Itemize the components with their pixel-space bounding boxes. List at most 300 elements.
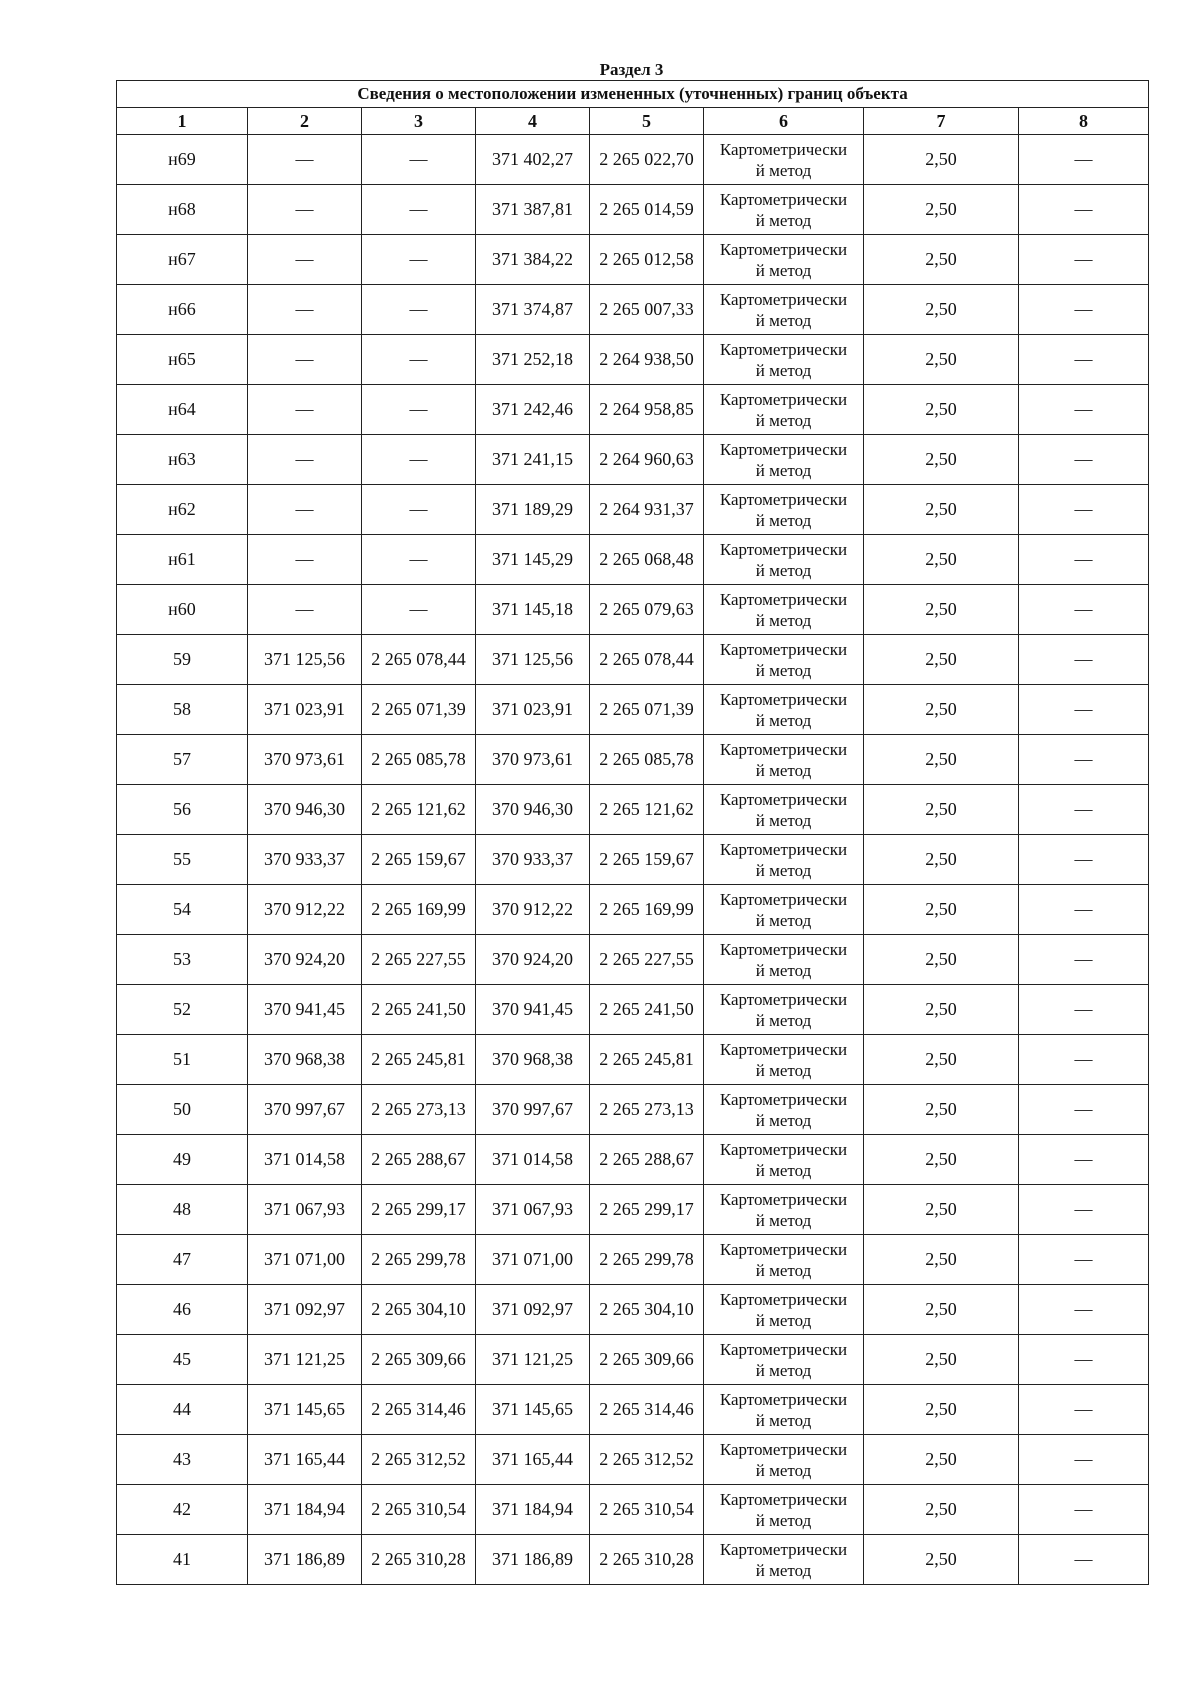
existing-x-cell: 371 125,56 [248,635,362,685]
method-text-line1: Картометрически [719,339,848,359]
point-number-cell: 53 [117,935,248,985]
table-row [117,135,1149,185]
refined-x-cell: 370 997,67 [476,1085,590,1135]
accuracy-cell: 2,50 [864,185,1019,235]
accuracy-cell: 2,50 [864,685,1019,735]
method-text-line1: Картометрически [719,189,848,209]
point-number-cell: 55 [117,835,248,885]
point-number-cell: 41 [117,1535,248,1585]
existing-x-cell: 370 997,67 [248,1085,362,1135]
method-text-line2: й метод [755,1560,812,1580]
refined-y-cell: 2 265 241,50 [590,985,704,1035]
table-row [117,435,1149,485]
column-number: 3 [362,108,476,135]
table-row [117,185,1149,235]
note-cell: — [1019,1085,1149,1135]
method-text-line2: й метод [755,1260,812,1280]
refined-y-cell: 2 265 245,81 [590,1035,704,1085]
refined-x-cell: 371 145,29 [476,535,590,585]
method-text-line2: й метод [755,310,812,330]
note-cell: — [1019,1135,1149,1185]
accuracy-cell: 2,50 [864,1135,1019,1185]
point-number-cell: н66 [117,285,248,335]
method-cell [704,685,864,735]
existing-y-cell: 2 265 159,67 [362,835,476,885]
refined-y-cell: 2 265 068,48 [590,535,704,585]
existing-y-cell: — [362,185,476,235]
refined-y-cell: 2 265 022,70 [590,135,704,185]
existing-y-cell: 2 265 310,28 [362,1535,476,1585]
method-text-line2: й метод [755,860,812,880]
existing-x-cell: — [248,535,362,585]
accuracy-cell: 2,50 [864,1285,1019,1335]
refined-y-cell: 2 265 079,63 [590,585,704,635]
refined-x-cell: 371 145,65 [476,1385,590,1435]
point-number-cell: н61 [117,535,248,585]
method-text-line1: Картометрически [719,1139,848,1159]
boundary-coordinates-table [116,80,1149,1585]
point-number-cell: 58 [117,685,248,735]
method-cell [704,885,864,935]
existing-x-cell: 371 071,00 [248,1235,362,1285]
refined-y-cell: 2 265 288,67 [590,1135,704,1185]
method-text-line2: й метод [755,660,812,680]
point-number-cell: н60 [117,585,248,635]
refined-y-cell: 2 265 299,78 [590,1235,704,1285]
refined-y-cell: 2 265 169,99 [590,885,704,935]
refined-x-cell: 371 242,46 [476,385,590,435]
method-text-line1: Картометрически [719,1389,848,1409]
table-row [117,1535,1149,1585]
refined-y-cell: 2 265 314,46 [590,1385,704,1435]
existing-x-cell: — [248,335,362,385]
refined-x-cell: 371 014,58 [476,1135,590,1185]
method-text-line2: й метод [755,960,812,980]
table-row [117,935,1149,985]
point-number-cell: 48 [117,1185,248,1235]
refined-y-cell: 2 264 960,63 [590,435,704,485]
refined-x-cell: 371 186,89 [476,1535,590,1585]
existing-y-cell: — [362,285,476,335]
existing-y-cell: 2 265 288,67 [362,1135,476,1185]
method-cell [704,1135,864,1185]
existing-y-cell: 2 265 071,39 [362,685,476,735]
accuracy-cell: 2,50 [864,1035,1019,1085]
note-cell: — [1019,585,1149,635]
existing-y-cell: — [362,535,476,585]
existing-x-cell: 371 184,94 [248,1485,362,1535]
column-number: 4 [476,108,590,135]
method-text-line1: Картометрически [719,489,848,509]
method-text-line1: Картометрически [719,639,848,659]
table-row [117,835,1149,885]
table-row [117,1035,1149,1085]
note-cell: — [1019,635,1149,685]
accuracy-cell: 2,50 [864,635,1019,685]
refined-x-cell: 371 121,25 [476,1335,590,1385]
method-cell [704,1435,864,1485]
refined-x-cell: 371 252,18 [476,335,590,385]
method-text-line2: й метод [755,710,812,730]
note-cell: — [1019,1235,1149,1285]
column-number: 2 [248,108,362,135]
method-text-line1: Картометрически [719,439,848,459]
method-text-line1: Картометрически [719,539,848,559]
note-cell: — [1019,985,1149,1035]
method-text-line2: й метод [755,160,812,180]
table-row [117,1485,1149,1535]
method-cell [704,1385,864,1435]
refined-x-cell: 371 067,93 [476,1185,590,1235]
table-body [117,135,1149,1585]
refined-y-cell: 2 265 304,10 [590,1285,704,1335]
refined-y-cell: 2 265 310,54 [590,1485,704,1535]
note-cell: — [1019,535,1149,585]
method-text-line2: й метод [755,1410,812,1430]
refined-x-cell: 371 184,94 [476,1485,590,1535]
point-number-cell: 45 [117,1335,248,1385]
method-text-line1: Картометрически [719,889,848,909]
note-cell: — [1019,1485,1149,1535]
accuracy-cell: 2,50 [864,485,1019,535]
note-cell: — [1019,235,1149,285]
method-text-line2: й метод [755,1110,812,1130]
method-text-line2: й метод [755,210,812,230]
existing-y-cell: — [362,385,476,435]
existing-y-cell: — [362,435,476,485]
refined-y-cell: 2 265 309,66 [590,1335,704,1385]
table-row [117,385,1149,435]
method-cell [704,835,864,885]
table-row [117,585,1149,635]
note-cell: — [1019,135,1149,185]
refined-x-cell: 371 374,87 [476,285,590,335]
refined-y-cell: 2 265 310,28 [590,1535,704,1585]
column-number: 8 [1019,108,1149,135]
method-text-line2: й метод [755,510,812,530]
table-row [117,285,1149,335]
method-text-line1: Картометрически [719,989,848,1009]
refined-x-cell: 370 912,22 [476,885,590,935]
note-cell: — [1019,935,1149,985]
existing-y-cell: — [362,135,476,185]
existing-x-cell: 371 014,58 [248,1135,362,1185]
table-row [117,335,1149,385]
note-cell: — [1019,185,1149,235]
point-number-cell: н63 [117,435,248,485]
table-row [117,1285,1149,1335]
point-number-cell: 56 [117,785,248,835]
refined-x-cell: 370 968,38 [476,1035,590,1085]
method-text-line2: й метод [755,1010,812,1030]
point-number-cell: 42 [117,1485,248,1535]
existing-x-cell: 370 968,38 [248,1035,362,1085]
existing-y-cell: 2 265 273,13 [362,1085,476,1135]
note-cell: — [1019,1335,1149,1385]
accuracy-cell: 2,50 [864,785,1019,835]
existing-x-cell: 371 145,65 [248,1385,362,1435]
refined-y-cell: 2 264 958,85 [590,385,704,435]
method-text-line1: Картометрически [719,1339,848,1359]
note-cell: — [1019,435,1149,485]
note-cell: — [1019,1185,1149,1235]
refined-y-cell: 2 265 085,78 [590,735,704,785]
existing-x-cell: — [248,485,362,535]
existing-x-cell: — [248,585,362,635]
accuracy-cell: 2,50 [864,1435,1019,1485]
refined-x-cell: 370 941,45 [476,985,590,1035]
existing-y-cell: 2 265 309,66 [362,1335,476,1385]
existing-y-cell: 2 265 169,99 [362,885,476,935]
existing-x-cell: 371 092,97 [248,1285,362,1335]
refined-x-cell: 371 387,81 [476,185,590,235]
point-number-cell: н62 [117,485,248,535]
method-text-line2: й метод [755,1310,812,1330]
existing-x-cell: 370 924,20 [248,935,362,985]
refined-x-cell: 371 189,29 [476,485,590,535]
table-row [117,685,1149,735]
accuracy-cell: 2,50 [864,585,1019,635]
refined-x-cell: 371 241,15 [476,435,590,485]
note-cell: — [1019,485,1149,535]
refined-x-cell: 371 402,27 [476,135,590,185]
table-row [117,735,1149,785]
method-cell [704,1335,864,1385]
method-cell [704,385,864,435]
method-cell [704,235,864,285]
note-cell: — [1019,1435,1149,1485]
column-number: 7 [864,108,1019,135]
point-number-cell: 43 [117,1435,248,1485]
point-number-cell: 46 [117,1285,248,1335]
existing-x-cell: 371 186,89 [248,1535,362,1585]
method-text-line1: Картометрически [719,789,848,809]
table-caption: Сведения о местоположении измененных (уточненных) границ объекта [117,81,1149,108]
refined-y-cell: 2 265 012,58 [590,235,704,285]
refined-x-cell: 370 933,37 [476,835,590,885]
existing-y-cell: 2 265 299,17 [362,1185,476,1235]
method-text-line2: й метод [755,410,812,430]
refined-y-cell: 2 265 299,17 [590,1185,704,1235]
note-cell: — [1019,1535,1149,1585]
note-cell: — [1019,285,1149,335]
method-text-line1: Картометрически [719,589,848,609]
method-cell [704,985,864,1035]
method-cell [704,735,864,785]
table-row [117,1085,1149,1135]
accuracy-cell: 2,50 [864,1085,1019,1135]
existing-y-cell: 2 265 304,10 [362,1285,476,1335]
method-cell [704,935,864,985]
method-cell [704,535,864,585]
accuracy-cell: 2,50 [864,1235,1019,1285]
existing-x-cell: 370 973,61 [248,735,362,785]
method-cell [704,185,864,235]
column-number-row [117,108,1149,135]
existing-x-cell: 371 121,25 [248,1335,362,1385]
method-cell [704,585,864,635]
method-cell [704,135,864,185]
refined-x-cell: 371 165,44 [476,1435,590,1485]
accuracy-cell: 2,50 [864,735,1019,785]
note-cell: — [1019,685,1149,735]
accuracy-cell: 2,50 [864,1185,1019,1235]
existing-y-cell: 2 265 121,62 [362,785,476,835]
point-number-cell: 44 [117,1385,248,1435]
point-number-cell: 57 [117,735,248,785]
existing-x-cell: — [248,385,362,435]
existing-y-cell: 2 265 245,81 [362,1035,476,1085]
existing-x-cell: 371 023,91 [248,685,362,735]
refined-x-cell: 370 973,61 [476,735,590,785]
method-text-line2: й метод [755,1510,812,1530]
accuracy-cell: 2,50 [864,1385,1019,1435]
existing-y-cell: 2 265 241,50 [362,985,476,1035]
existing-x-cell: 371 067,93 [248,1185,362,1235]
table-row [117,485,1149,535]
method-text-line2: й метод [755,610,812,630]
method-text-line1: Картометрически [719,1439,848,1459]
accuracy-cell: 2,50 [864,235,1019,285]
existing-y-cell: — [362,585,476,635]
existing-x-cell: — [248,185,362,235]
refined-y-cell: 2 265 227,55 [590,935,704,985]
method-text-line2: й метод [755,1060,812,1080]
refined-y-cell: 2 265 071,39 [590,685,704,735]
point-number-cell: н65 [117,335,248,385]
existing-x-cell: 371 165,44 [248,1435,362,1485]
point-number-cell: н68 [117,185,248,235]
note-cell: — [1019,785,1149,835]
accuracy-cell: 2,50 [864,935,1019,985]
point-number-cell: н69 [117,135,248,185]
existing-y-cell: 2 265 314,46 [362,1385,476,1435]
table-row [117,1135,1149,1185]
table-row [117,235,1149,285]
refined-y-cell: 2 265 121,62 [590,785,704,835]
method-text-line2: й метод [755,910,812,930]
note-cell: — [1019,1035,1149,1085]
refined-x-cell: 371 071,00 [476,1235,590,1285]
accuracy-cell: 2,50 [864,985,1019,1035]
note-cell: — [1019,385,1149,435]
accuracy-cell: 2,50 [864,335,1019,385]
existing-y-cell: 2 265 227,55 [362,935,476,985]
point-number-cell: 51 [117,1035,248,1085]
note-cell: — [1019,1285,1149,1335]
existing-y-cell: — [362,235,476,285]
note-cell: — [1019,335,1149,385]
accuracy-cell: 2,50 [864,435,1019,485]
point-number-cell: 59 [117,635,248,685]
method-text-line1: Картометрически [719,1489,848,1509]
method-text-line1: Картометрически [719,689,848,709]
refined-y-cell: 2 265 273,13 [590,1085,704,1135]
method-text-line2: й метод [755,810,812,830]
existing-x-cell: 370 933,37 [248,835,362,885]
note-cell: — [1019,835,1149,885]
method-cell [704,1035,864,1085]
existing-x-cell: 370 946,30 [248,785,362,835]
table-row [117,1185,1149,1235]
point-number-cell: 49 [117,1135,248,1185]
method-text-line2: й метод [755,260,812,280]
note-cell: — [1019,1385,1149,1435]
method-cell [704,1485,864,1535]
point-number-cell: 47 [117,1235,248,1285]
point-number-cell: 52 [117,985,248,1035]
existing-y-cell: 2 265 078,44 [362,635,476,685]
column-number: 1 [117,108,248,135]
table-row [117,1385,1149,1435]
table-row [117,535,1149,585]
method-text-line2: й метод [755,1460,812,1480]
method-text-line1: Картометрически [719,1289,848,1309]
accuracy-cell: 2,50 [864,1485,1019,1535]
method-text-line1: Картометрически [719,1189,848,1209]
accuracy-cell: 2,50 [864,385,1019,435]
table-row [117,1435,1149,1485]
method-text-line1: Картометрически [719,839,848,859]
method-cell [704,635,864,685]
accuracy-cell: 2,50 [864,285,1019,335]
refined-x-cell: 371 092,97 [476,1285,590,1335]
method-text-line2: й метод [755,1210,812,1230]
method-cell [704,1285,864,1335]
accuracy-cell: 2,50 [864,135,1019,185]
refined-x-cell: 371 145,18 [476,585,590,635]
refined-x-cell: 371 384,22 [476,235,590,285]
method-text-line2: й метод [755,360,812,380]
existing-x-cell: — [248,435,362,485]
refined-y-cell: 2 265 159,67 [590,835,704,885]
method-text-line2: й метод [755,1360,812,1380]
method-text-line2: й метод [755,560,812,580]
column-number: 5 [590,108,704,135]
method-cell [704,485,864,535]
existing-x-cell: 370 912,22 [248,885,362,935]
method-text-line2: й метод [755,1160,812,1180]
accuracy-cell: 2,50 [864,1535,1019,1585]
method-text-line2: й метод [755,460,812,480]
note-cell: — [1019,885,1149,935]
accuracy-cell: 2,50 [864,535,1019,585]
refined-y-cell: 2 264 931,37 [590,485,704,535]
existing-y-cell: 2 265 312,52 [362,1435,476,1485]
method-cell [704,785,864,835]
point-number-cell: 50 [117,1085,248,1135]
method-cell [704,435,864,485]
method-text-line1: Картометрически [719,389,848,409]
section-title: Раздел 3 [599,60,664,79]
accuracy-cell: 2,50 [864,835,1019,885]
refined-y-cell: 2 265 014,59 [590,185,704,235]
method-text-line1: Картометрически [719,1089,848,1109]
existing-y-cell: 2 265 310,54 [362,1485,476,1535]
existing-x-cell: 370 941,45 [248,985,362,1035]
refined-y-cell: 2 264 938,50 [590,335,704,385]
existing-y-cell: — [362,335,476,385]
existing-y-cell: 2 265 085,78 [362,735,476,785]
table-row [117,985,1149,1035]
refined-x-cell: 371 125,56 [476,635,590,685]
table-row [117,1235,1149,1285]
refined-y-cell: 2 265 312,52 [590,1435,704,1485]
existing-x-cell: — [248,235,362,285]
accuracy-cell: 2,50 [864,885,1019,935]
existing-x-cell: — [248,135,362,185]
method-cell [704,335,864,385]
